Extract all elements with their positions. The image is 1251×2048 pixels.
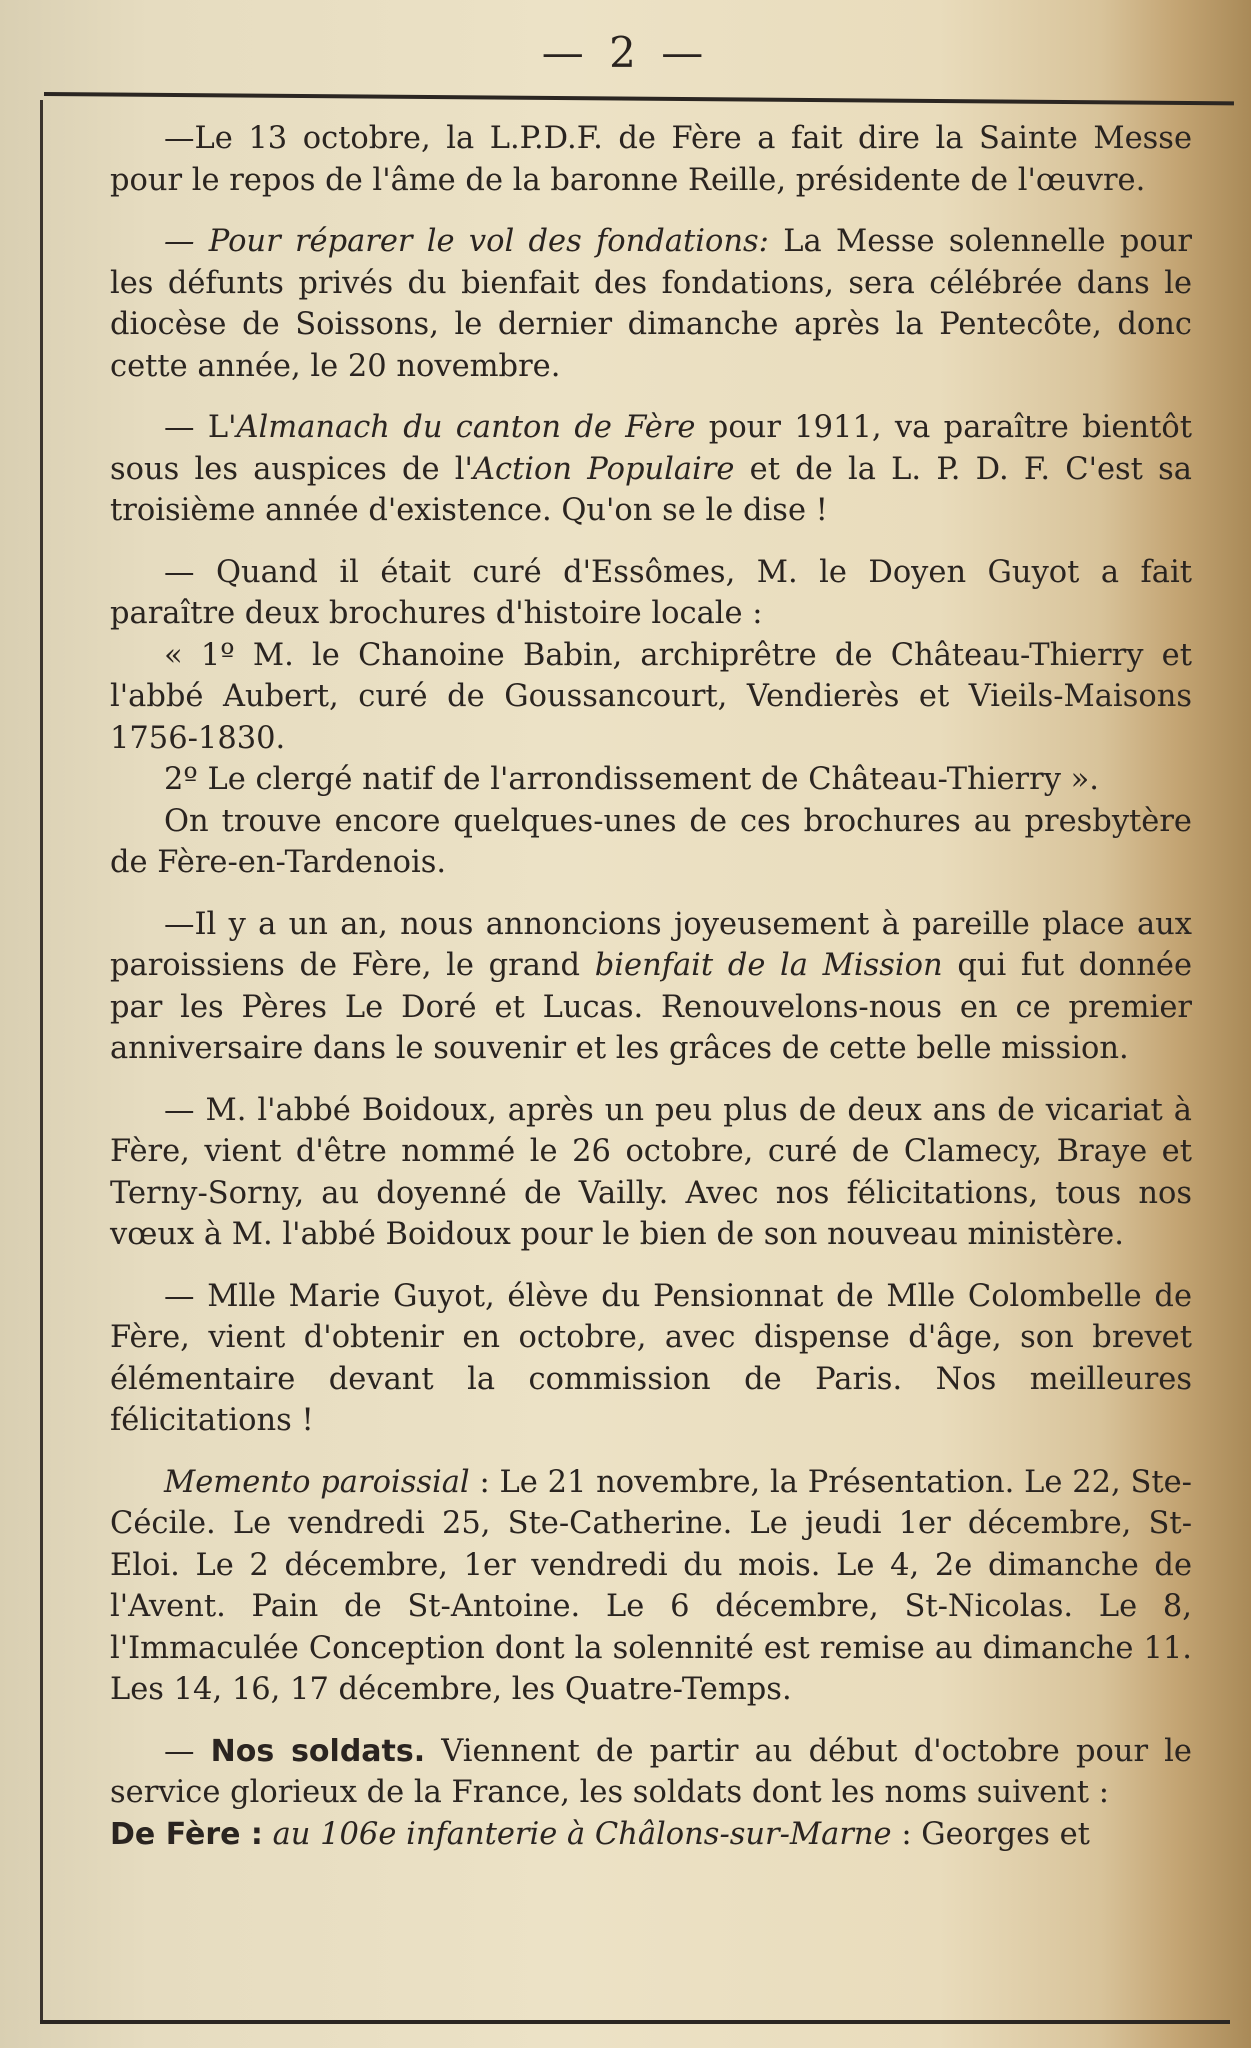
bottom-rule (40, 2020, 1230, 2024)
mission-start: —Il y a un an, nous annoncions joyeusement à pareille place aux paroissiens de Fère, le grand (110, 906, 1192, 983)
soldats-text: Viennent de partir au début d'octobre pour le service glorieux de la France, les soldats dont les noms suivent : (110, 1733, 1192, 1810)
page-number: — 2 — (541, 28, 710, 77)
text-body (110, 118, 1192, 1855)
almanach-action: Action Populaire (472, 451, 735, 487)
almanach-prefix: — L' (164, 410, 237, 445)
almanach-end: et de la L. P. D. F. C'est sa troisième année d'existence. Qu'on se le dise ! (110, 451, 1192, 528)
fere-unit: au 106e infanterie à Châlons-sur-Marne (262, 1816, 892, 1852)
notice-almanach (110, 407, 1192, 532)
notice-mission (110, 904, 1192, 1070)
fere-end: : Georges et (891, 1816, 1090, 1852)
left-rule (40, 100, 43, 2022)
notice-guyot-item2: 2º Le clergé natif de l'arrondissement de Château-Thierry ». (164, 762, 1099, 797)
fere-label: De Fère : (110, 1816, 263, 1852)
notice-boidoux: — M. l'abbé Boidoux, après un peu plus de deux ans de vicariat à Fère, vient d'être nommé le 26 octobre, curé de Clamecy, Braye et Terny-Sorny, au doyenné de Vailly. Avec nos félicitations, tous nos vœux à M. l'abbé Boidoux pour le bien de son nouveau ministère. (110, 1092, 1192, 1252)
notice-guyot-end: On trouve encore quelques-unes de ces brochures au presbytère de Fère-en-Tardenois. (110, 803, 1192, 880)
memento-text: : Le 21 novembre, la Présentation. Le 22, Ste-Cécile. Le vendredi 25, Ste-Catherine. Le jeudi 1er décembre, St-Eloi. Le 2 décembre, 1er vendredi du mois. Le 4, 2e dimanche de l'Avent. Pain de St-Antoine. Le 6 décembre, St-Nicolas. Le 8, l'Immaculée Conception dont la solennité est remise au dimanche 11. Les 14, 16, 17 décembre, les Quatre-Temps. (110, 1464, 1192, 1707)
soldats-dash: — (164, 1733, 211, 1769)
notice-guyot-item1: « 1º M. le Chanoine Babin, archiprêtre de Château-Thierry et l'abbé Aubert, curé de Goussancourt, Vendierès et Vieils-Maisons 1756-1830. (110, 637, 1192, 756)
mission-end: qui fut donnée par les Pères Le Doré et Lucas. Renouvelons-nous en ce premier anniversaire dans le souvenir et les grâces de cette belle mission. (110, 948, 1192, 1066)
notice-memento (110, 1462, 1192, 1711)
memento-title: Memento paroissial (164, 1464, 470, 1500)
mission-title: bienfait de la Mission (594, 948, 943, 983)
notice-messe-reille: —Le 13 octobre, la L.P.D.F. de Fère a fait dire la Sainte Messe pour le repos de l'âme de la baronne Reille, présidente de l'œuvre. (110, 121, 1192, 198)
notice-marie-guyot: — Mlle Marie Guyot, élève du Pensionnat de Mlle Colombelle de Fère, vient d'obtenir en octobre, avec dispense d'âge, son brevet élémentaire devant la commission de Paris. Nos meilleures félicitations ! (110, 1278, 1192, 1438)
notice-fondations (110, 221, 1192, 387)
notice-soldats (110, 1731, 1192, 1856)
almanach-title: Almanach du canton de Fère (236, 410, 696, 445)
notice-guyot-intro: — Quand il était curé d'Essômes, M. le Doyen Guyot a fait paraître deux brochures d'histoire locale : (110, 554, 1192, 631)
top-rule (44, 92, 1234, 105)
fondations-text: La Messe solennelle pour les défunts privés du bienfait des fondations, sera célébrée dans le diocèse de Soissons, le dernier dimanche après la Pentecôte, donc cette année, le 20 novembre. (110, 224, 1192, 384)
almanach-mid: pour 1911, va paraître bientôt sous les auspices de l' (110, 410, 1192, 487)
soldats-title: Nos soldats. (210, 1733, 426, 1769)
fondations-title: — Pour réparer le vol des fondations: (164, 224, 769, 259)
